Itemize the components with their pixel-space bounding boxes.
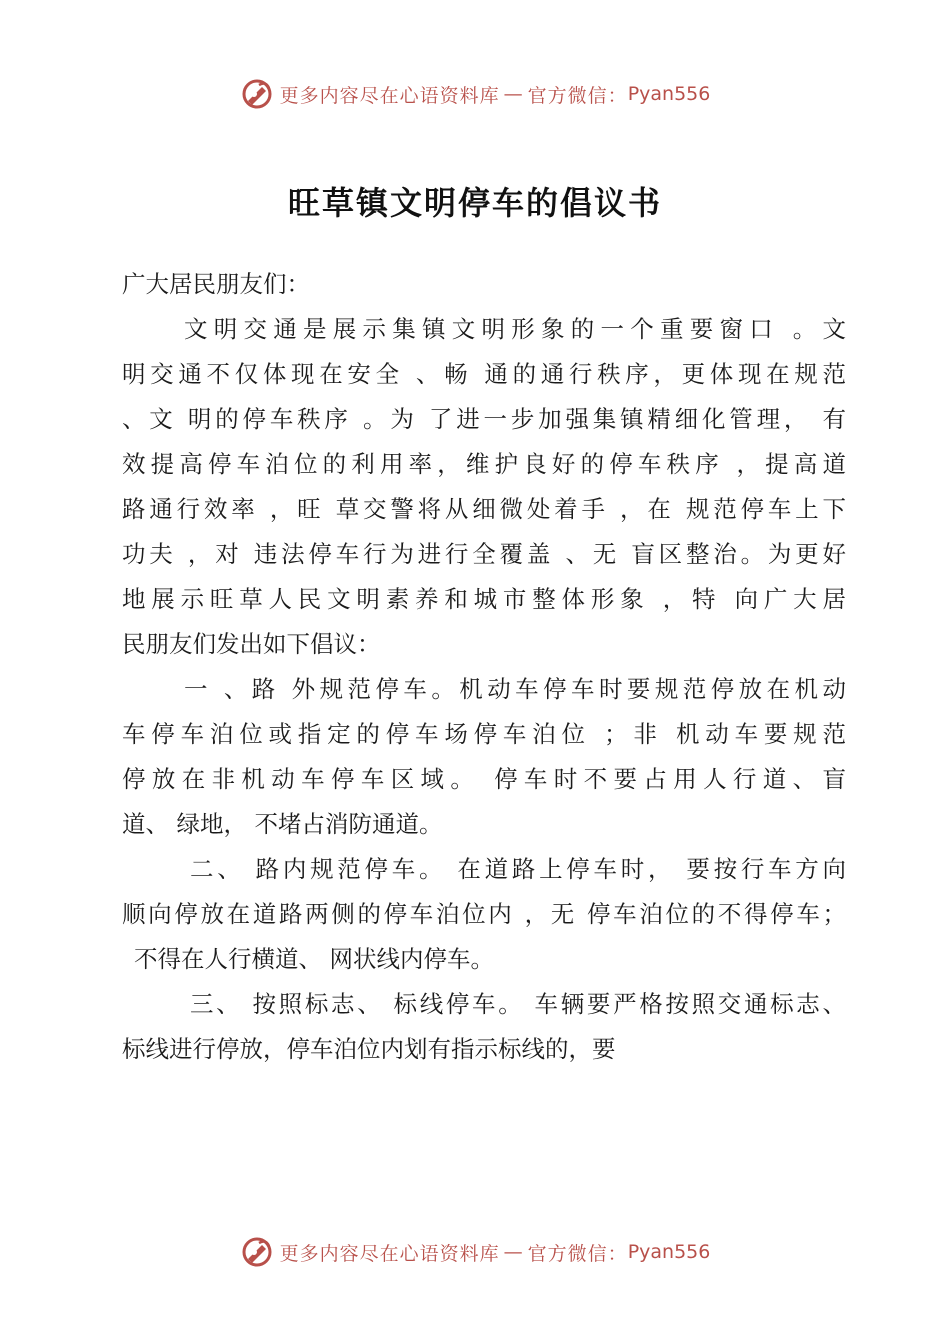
body-line: 地展示旺草人民文明素养和城市整体形象 ，特 向广大居 [122,585,846,613]
banner-dash: — [503,83,524,105]
footer-banner [0,1232,950,1272]
banner-wechat-label: 官方微信： [527,84,628,107]
body-line: 效提高停车泊位的利用率，维护良好的停车秩序 ，提高道 [122,450,846,478]
banner-wechat-id: Pyan556 [627,1241,711,1263]
body-line: 文明交通是展示集镇文明形象的一个重要窗口 。文 [184,315,846,343]
body-line: 明交通不仅体现在安全 、畅 通的通行秩序，更体现在规范 [122,360,846,388]
body-line: 停放在非机动车停车区域。 停车时不要占用人行道、盲 [122,765,846,793]
header-banner [0,74,950,114]
body-line: 二、 路内规范停车。 在道路上停车时， 要按行车方向 [190,855,846,883]
body-line: 民朋友们发出如下倡议： [122,630,381,658]
body-line: 、文 明的停车秩序 。为 了进一步加强集镇精细化管理， 有 [122,405,846,433]
banner-wechat-label: 官方微信： [527,1242,628,1265]
body-line: 标线进行停放，停车泊位内划有指示标线的，要 [122,1035,616,1063]
body-line: 不得在人行横道、 网状线内停车。 [134,945,494,973]
body-line: 车停车泊位或指定的停车场停车泊位 ；非 机动车要规范 [122,720,846,748]
logo-icon [240,77,274,111]
body-line: 一 、路 外规范停车。机动车停车时要规范停放在机动 [184,675,846,703]
salutation: 广大居民朋友们： [122,270,310,298]
document-body [122,262,846,1072]
body-line: 三、 按照标志、 标线停车。 车辆要严格按照交通标志、 [190,990,846,1018]
body-line: 道、 绿地， 不堵占消防通道。 [122,810,443,838]
document-title: 旺草镇文明停车的倡议书 [287,184,662,222]
banner-dash: — [503,1241,524,1263]
logo-icon [240,1235,274,1269]
banner-site-text: 更多内容尽在心语资料库 [279,84,500,107]
banner-wechat-id: Pyan556 [627,83,711,105]
body-line: 路通行效率 ，旺 草交警将从细微处着手 ，在 规范停车上下 [122,495,846,523]
body-line: 功夫 ，对 违法停车行为进行全覆盖 、无 盲区整治。为更好 [122,540,846,568]
banner-site-text: 更多内容尽在心语资料库 [279,1242,500,1265]
body-line: 顺向停放在道路两侧的停车泊位内 ，无 停车泊位的不得停车； [122,900,846,928]
